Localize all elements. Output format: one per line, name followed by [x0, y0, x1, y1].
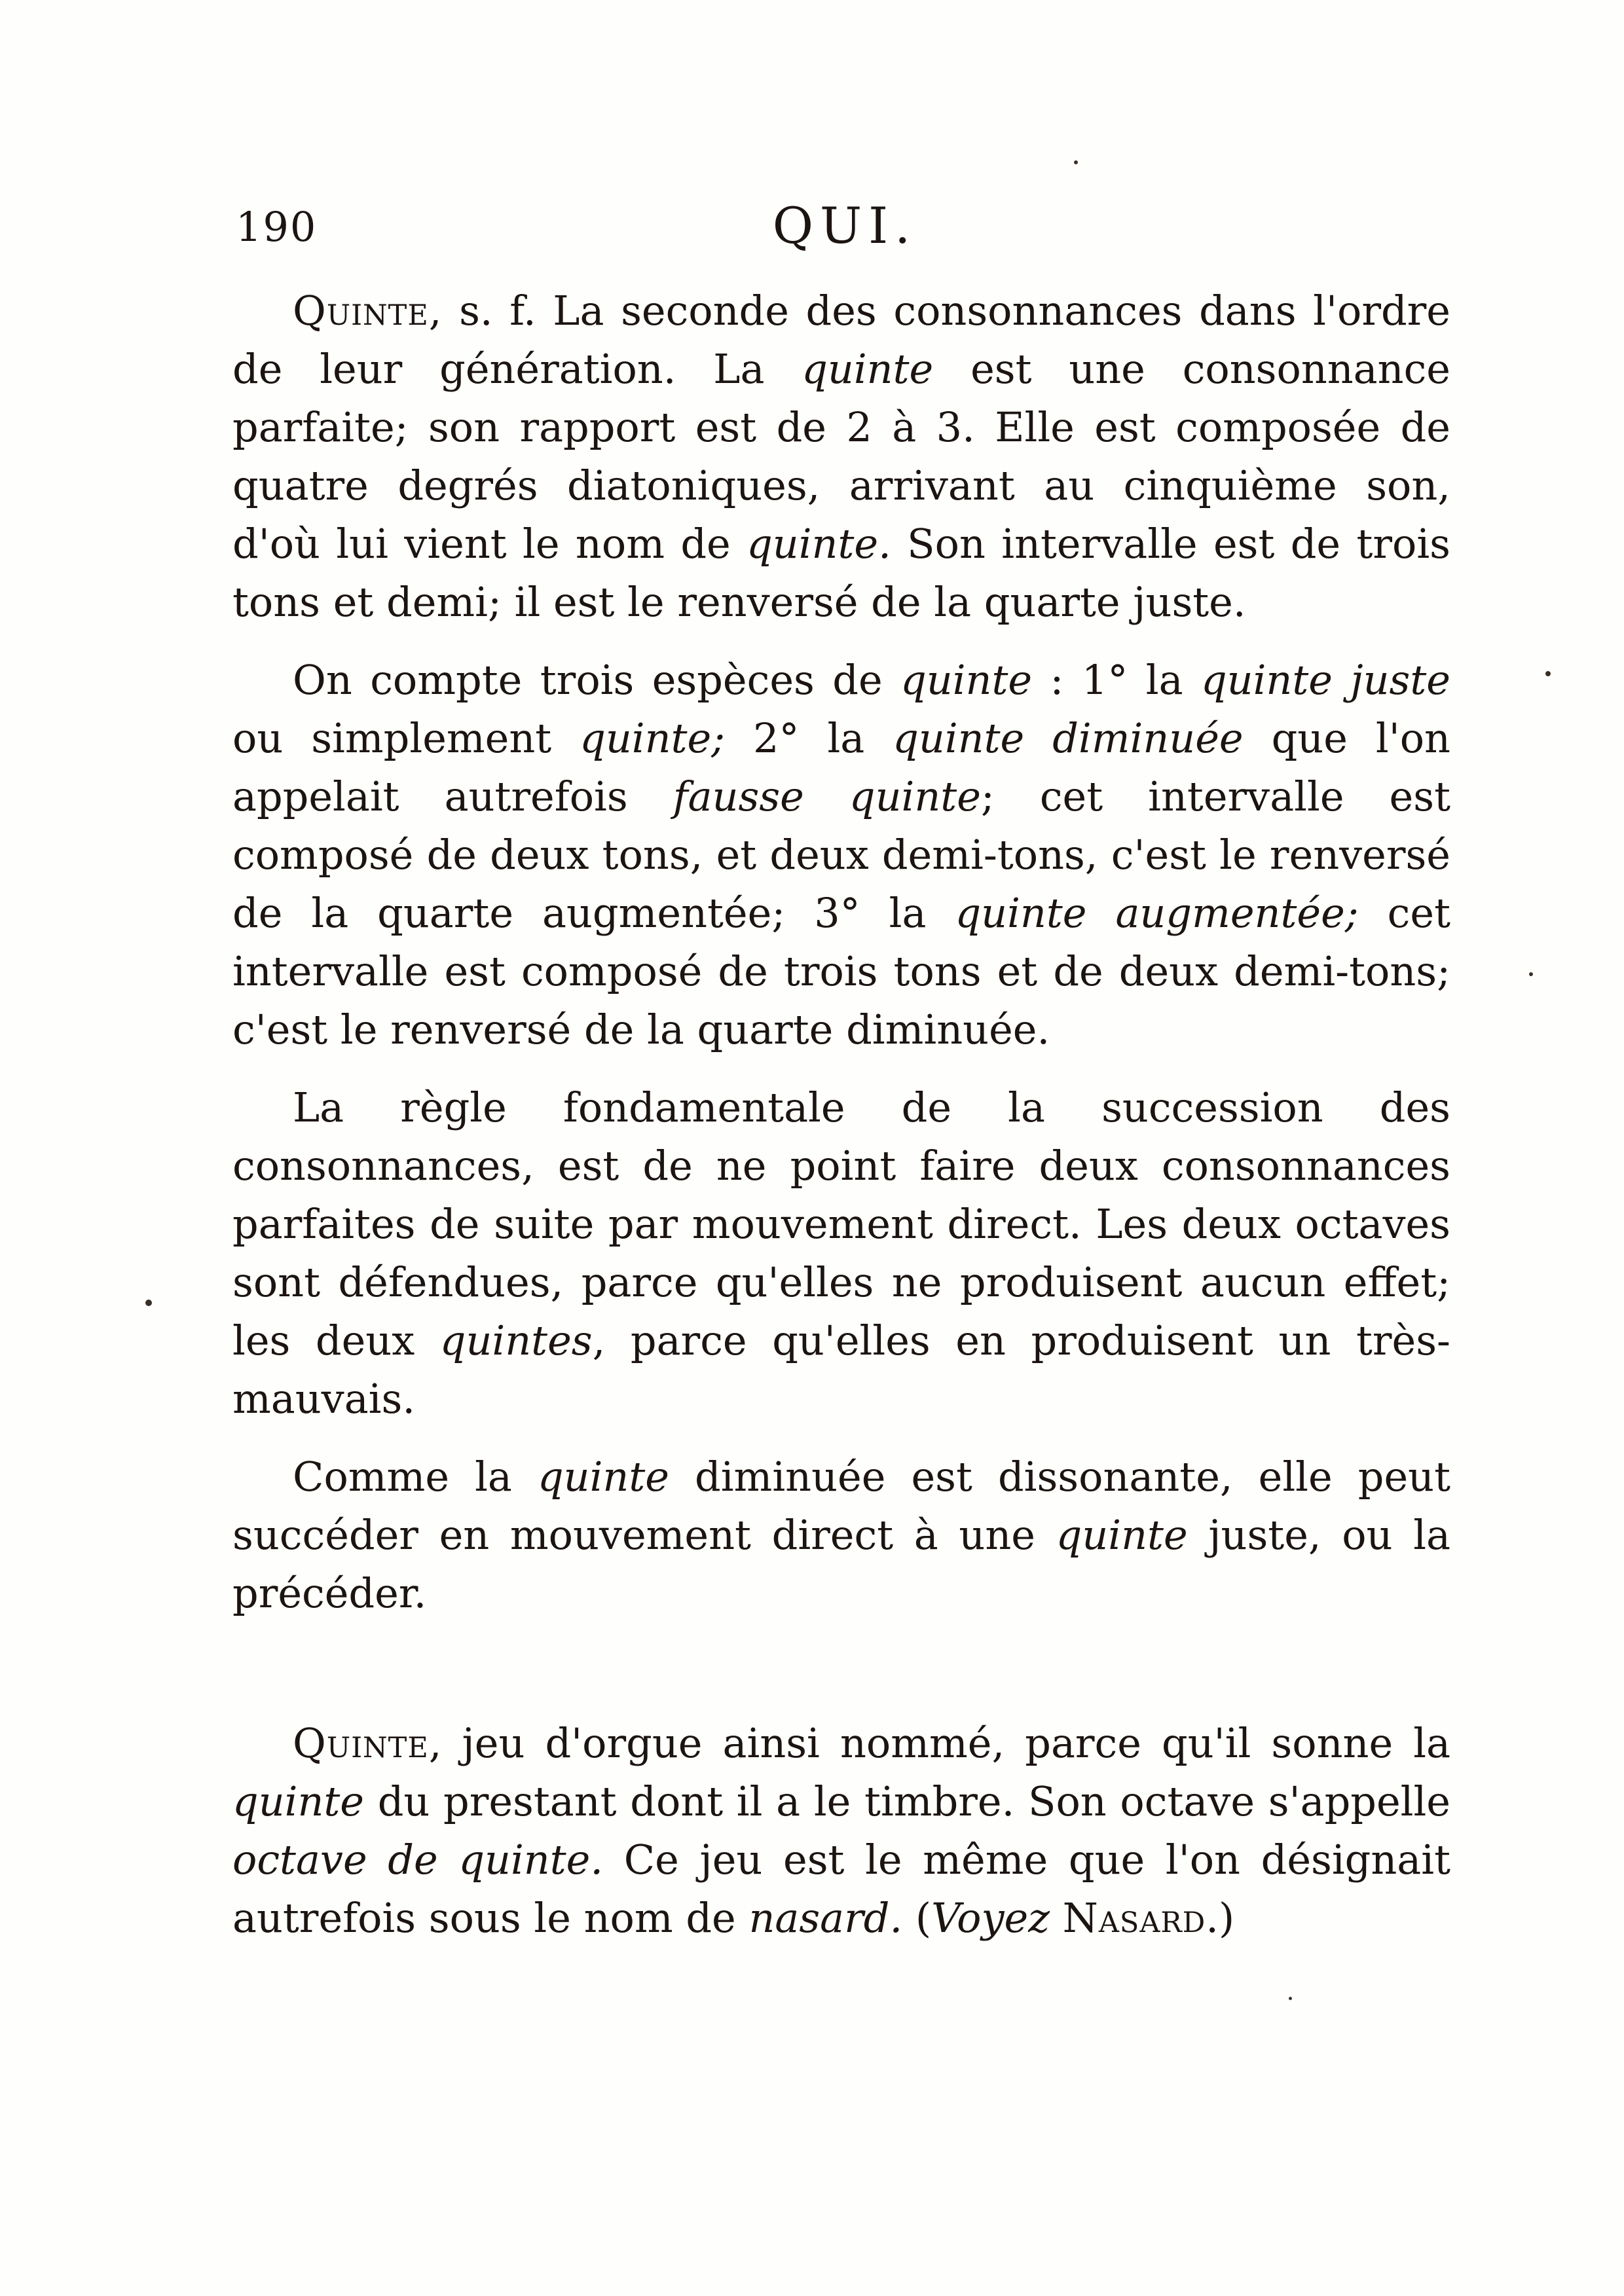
- page-body: [232, 282, 1450, 1967]
- text-run: : 1° la: [1032, 656, 1201, 704]
- text-run: La règle fondamentale de la succession des consonnances, est de ne point faire deux consonnances parfaites de suite par mouvement direct. Les deux octaves sont défendues, parce qu'elles ne produisent aucun effet; les deux: [232, 1084, 1450, 1364]
- page-header: [236, 196, 1454, 268]
- italic-term: octave de quinte.: [232, 1836, 604, 1884]
- text-run: (: [902, 1894, 932, 1942]
- italic-term: quinte.: [747, 520, 891, 568]
- paragraph-species: [232, 651, 1450, 1059]
- text-run: 2° la: [725, 714, 893, 762]
- italic-term: nasard.: [748, 1894, 903, 1942]
- ink-speck: [1289, 1997, 1292, 2000]
- running-head: QUI.: [772, 196, 917, 255]
- text-run: ou simplement: [232, 714, 580, 762]
- text-run: ; cet intervalle est composé de deux tons, et deux demi-tons, c'est le renversé de la quarte augmentée; 3° la: [232, 773, 1450, 937]
- ink-speck: [1074, 160, 1078, 164]
- italic-term: quinte diminuée: [893, 714, 1244, 762]
- text-run: Comme la: [293, 1453, 538, 1501]
- text-run: , parce qu'elles en produisent un très-mauvais.: [232, 1317, 1451, 1423]
- text-run: est une consonnance parfaite; son rapport est de 2 à 3. Elle est composée de quatre degrés diatoniques, arrivant au cinquième son, d'où lui vient le nom de: [232, 345, 1450, 568]
- italic-term: quinte: [900, 656, 1033, 704]
- italic-term: quintes: [439, 1317, 593, 1364]
- headword: Quinte,: [293, 287, 443, 335]
- text-run: .): [1206, 1894, 1235, 1942]
- italic-term: quinte juste: [1200, 656, 1450, 704]
- entry-quinte-definition: [232, 282, 1450, 631]
- text-run: diminuée est dissonante, elle peut succéder en mouvement direct à une: [232, 1453, 1450, 1559]
- text-run: Son intervalle est de trois tons et demi; il est le renversé de la quarte juste.: [232, 520, 1451, 626]
- italic-term: quinte: [537, 1453, 669, 1501]
- italic-term: fausse quinte: [673, 773, 981, 820]
- text-run: juste, ou la précéder.: [232, 1511, 1451, 1617]
- text-run: que l'on appelait autrefois: [232, 714, 1450, 820]
- text-run: [1050, 1894, 1063, 1942]
- text-run: s. f. La seconde des consonnances dans l'ordre de leur génération. La: [232, 287, 1450, 393]
- paragraph-fundamental-rule: [232, 1078, 1450, 1428]
- italic-term: quinte: [232, 1777, 364, 1825]
- ink-speck: [1529, 972, 1533, 976]
- cross-reference: Nasard: [1062, 1894, 1206, 1942]
- italic-term: quinte augmentée;: [955, 889, 1359, 937]
- italic-term: quinte: [802, 345, 934, 393]
- text-run: du prestant dont il a le timbre. Son octave s'appelle: [364, 1777, 1450, 1825]
- headword: Quinte: [293, 1719, 429, 1767]
- italic-term: Voyez: [931, 1894, 1050, 1942]
- text-run: Ce jeu est le même que l'on désignait autrefois sous le nom de: [232, 1836, 1451, 1942]
- ink-speck: [1545, 671, 1551, 676]
- text-run: cet intervalle est composé de trois tons et de deux demi-tons; c'est le renversé de la quarte diminuée.: [232, 889, 1450, 1053]
- paragraph-diminished-fifth: [232, 1448, 1450, 1622]
- page-number: 190: [236, 203, 318, 251]
- italic-term: quinte;: [580, 714, 726, 762]
- text-run: On compte trois espèces de: [293, 656, 901, 704]
- entry-quinte-organ-stop: [232, 1714, 1450, 1947]
- text-run: , jeu d'orgue ainsi nommé, parce qu'il sonne la: [428, 1719, 1450, 1767]
- ink-speck: [145, 1300, 152, 1306]
- italic-term: quinte: [1056, 1511, 1188, 1559]
